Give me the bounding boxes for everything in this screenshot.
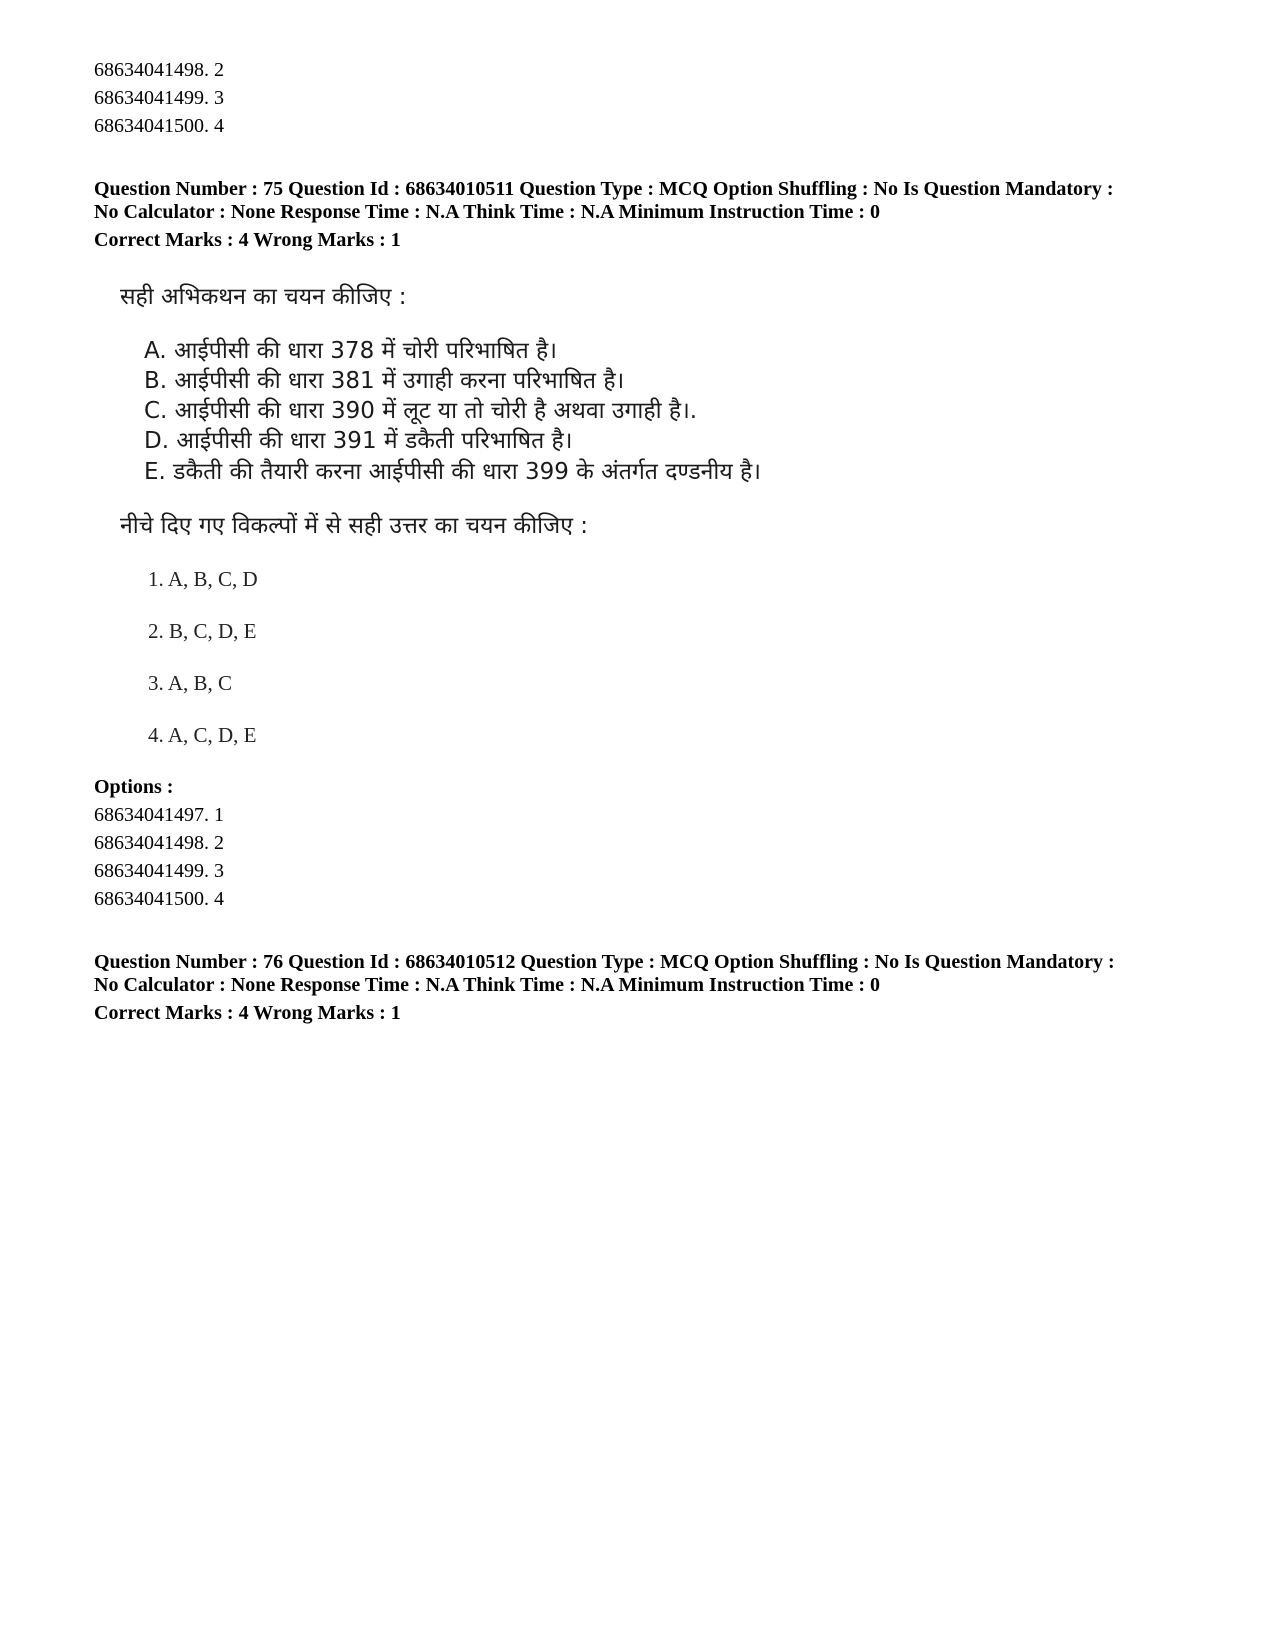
q75-header-line1: Question Number : 75 Question Id : 68634010511 Question Type : MCQ Option Shuffling : No Is Question Mandatory :	[94, 178, 1114, 200]
q75-statement: E. डकैती की तैयारी करना आईपीसी की धारा 399 के अंतर्गत दण्डनीय है।	[144, 459, 761, 485]
q76-header-line1: Question Number : 76 Question Id : 68634010512 Question Type : MCQ Option Shuffling : No Is Question Mandatory :	[94, 951, 1115, 973]
q75-option-line: 68634041499. 3	[94, 860, 224, 882]
q75-choice: 3. A, B, C	[148, 671, 233, 695]
q75-options-label: Options :	[94, 776, 174, 798]
prev-option-line: 68634041500. 4	[94, 115, 224, 137]
q75-statement: C. आईपीसी की धारा 390 में लूट या तो चोरी है अथवा उगाही है।.	[144, 398, 698, 424]
q75-statement: D. आईपीसी की धारा 391 में डकैती परिभाषित है।	[144, 428, 573, 454]
q75-statement: B. आईपीसी की धारा 381 में उगाही करना परिभाषित है।	[144, 368, 625, 394]
prev-option-line: 68634041498. 2	[94, 59, 224, 81]
q75-choice: 2. B, C, D, E	[148, 619, 257, 643]
q75-header-line2: No Calculator : None Response Time : N.A Think Time : N.A Minimum Instruction Time : 0	[94, 201, 880, 223]
q75-option-line: 68634041497. 1	[94, 804, 224, 826]
q76-marks: Correct Marks : 4 Wrong Marks : 1	[94, 1002, 401, 1024]
q75-statement: A. आईपीसी की धारा 378 में चोरी परिभाषित है।	[144, 338, 557, 364]
q75-prompt: सही अभिकथन का चयन कीजिए :	[120, 284, 407, 310]
prev-option-line: 68634041499. 3	[94, 87, 224, 109]
q76-header-line2: No Calculator : None Response Time : N.A Think Time : N.A Minimum Instruction Time : 0	[94, 974, 880, 996]
q75-choice: 1. A, B, C, D	[148, 567, 258, 591]
q75-option-line: 68634041498. 2	[94, 832, 224, 854]
q75-choice: 4. A, C, D, E	[148, 723, 257, 747]
q75-instruction: नीचे दिए गए विकल्पों में से सही उत्तर का चयन कीजिए :	[120, 513, 588, 539]
q75-option-line: 68634041500. 4	[94, 888, 224, 910]
q75-marks: Correct Marks : 4 Wrong Marks : 1	[94, 229, 401, 251]
